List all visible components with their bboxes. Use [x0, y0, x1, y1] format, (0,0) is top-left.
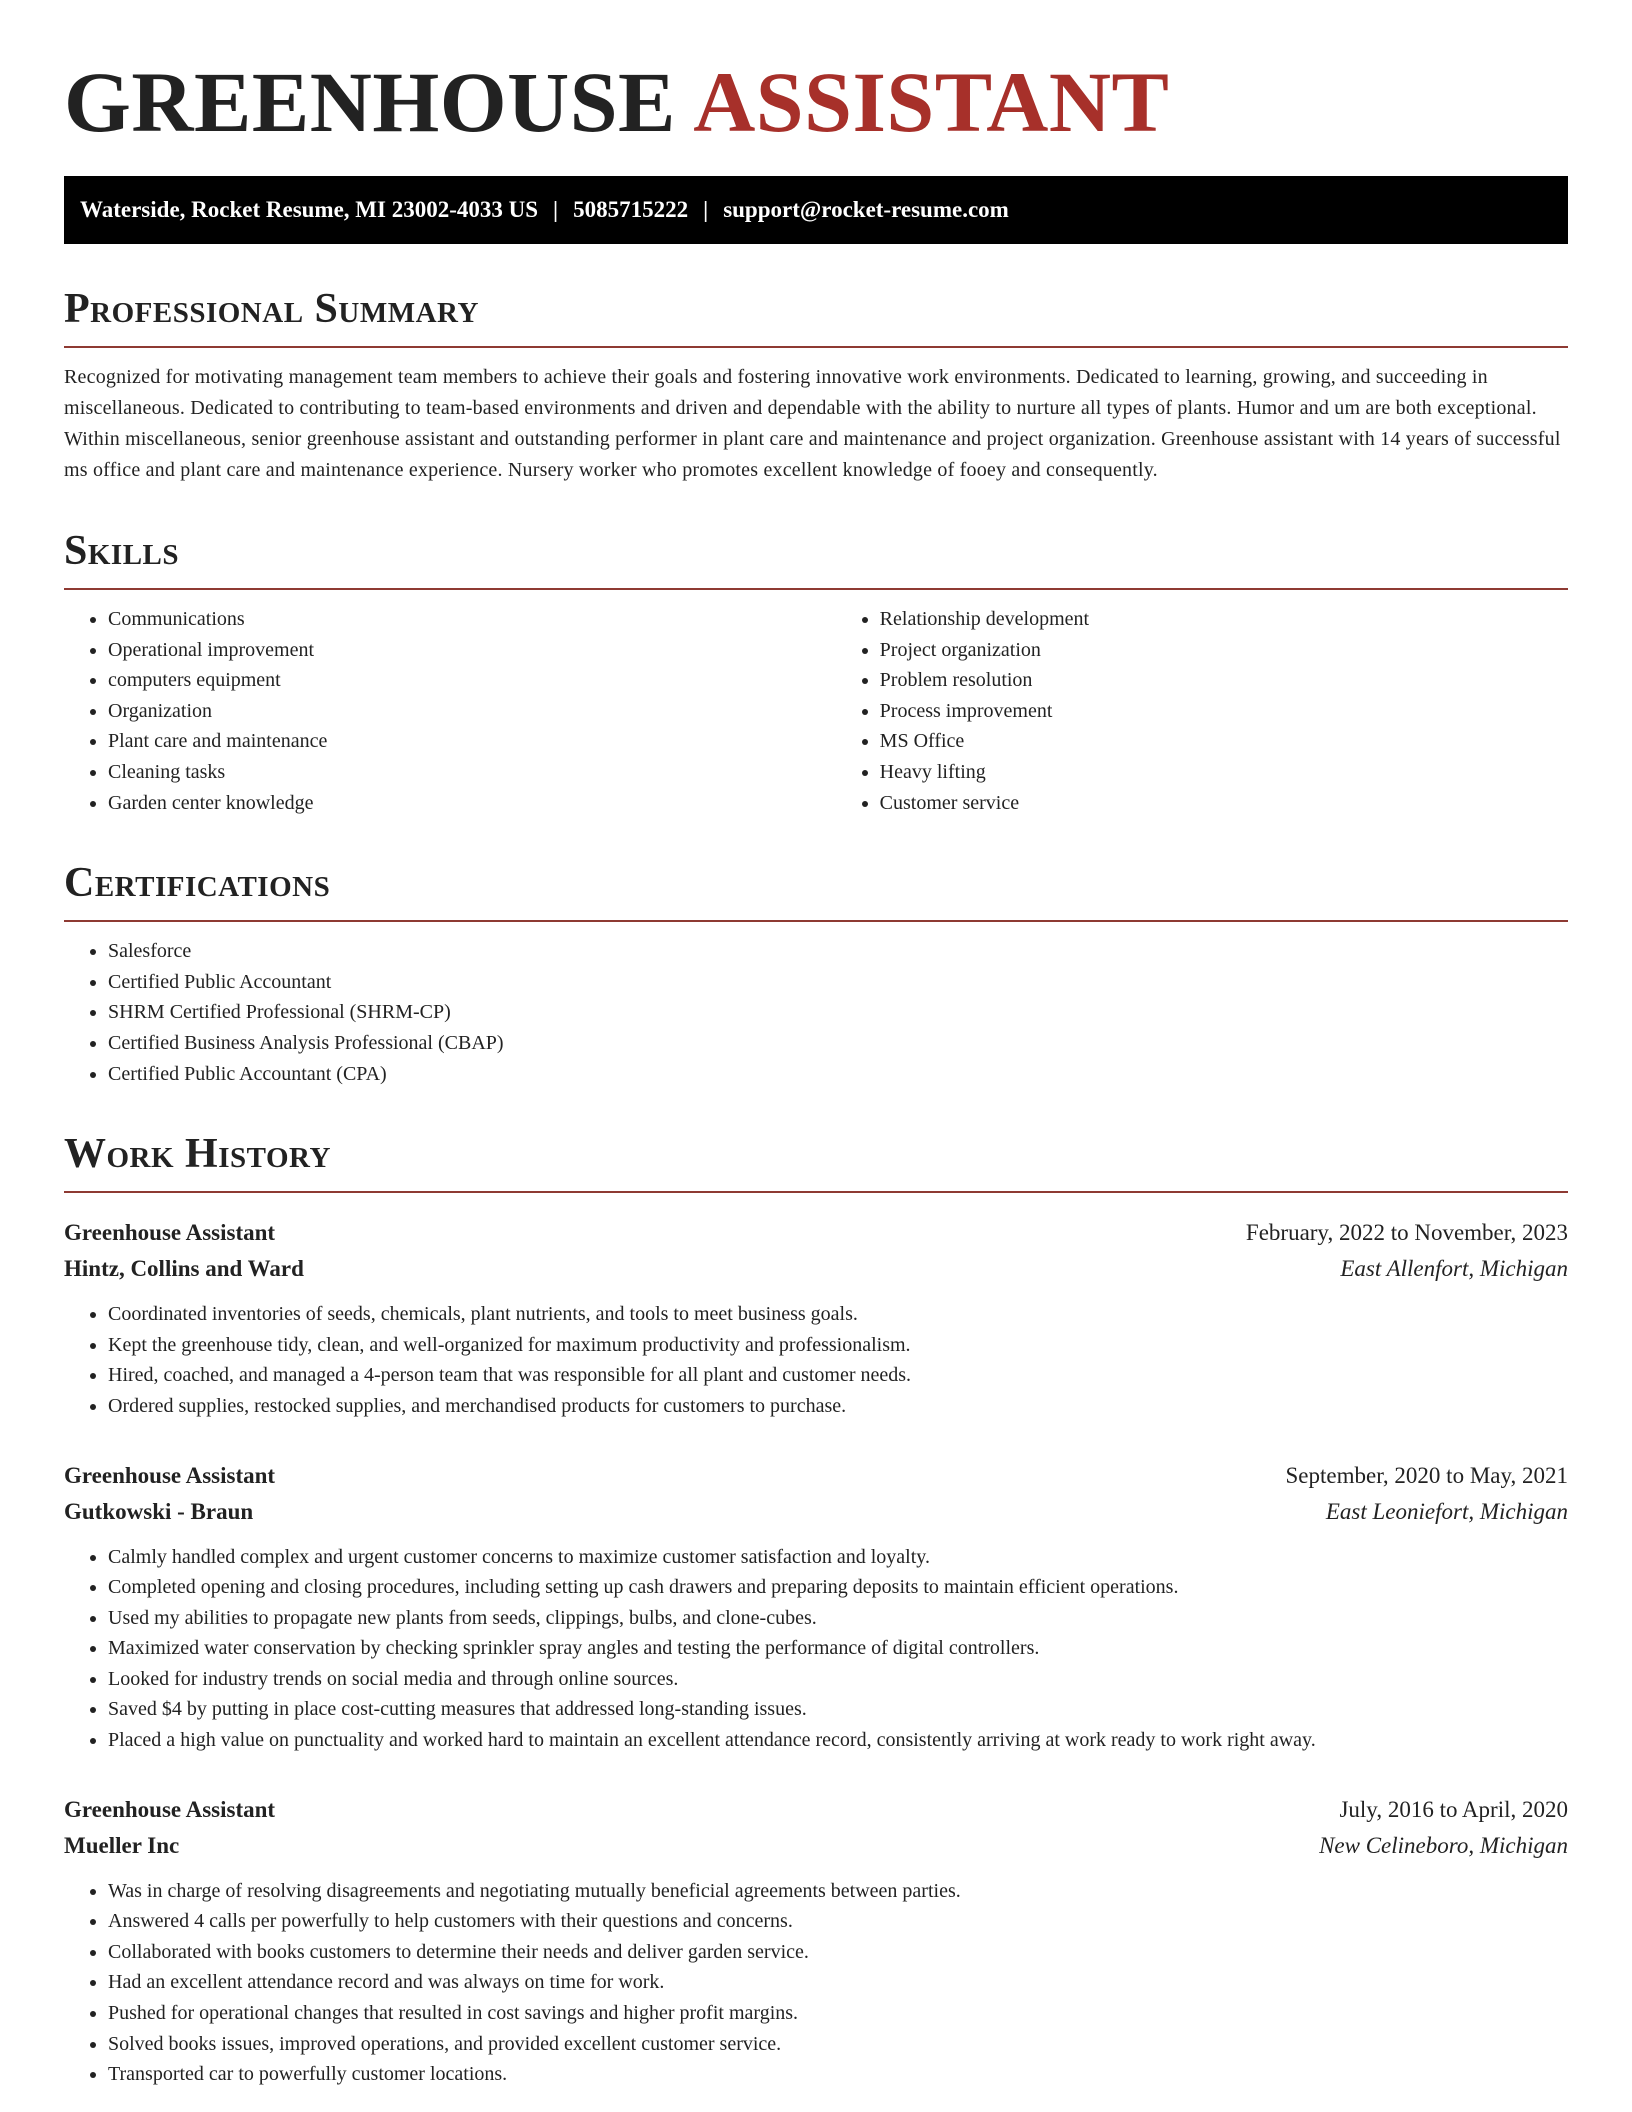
work-history-section — [64, 1129, 1568, 2090]
skill-item: • computers equipment — [108, 665, 836, 696]
contact-separator: | — [553, 197, 559, 222]
job-company: Gutkowski - Braun — [64, 1498, 254, 1524]
job-dates: September, 2020 to May, 2021 — [1285, 1462, 1568, 1488]
name-last: ASSISTANT — [693, 54, 1170, 150]
skill-item: • Operational improvement — [108, 635, 836, 666]
skill-item: • Cleaning tasks — [108, 757, 836, 788]
certification-item: • Certified Business Analysis Professional (CBAP) — [108, 1028, 1568, 1059]
job-header-row — [64, 1792, 1568, 1828]
job-bullet: • Calmly handled complex and urgent customer concerns to maximize customer satisfaction and loyalty. — [108, 1542, 1568, 1573]
certification-item: • SHRM Certified Professional (SHRM-CP) — [108, 997, 1568, 1028]
contact-address: Waterside, Rocket Resume, MI 23002-4033 US — [80, 197, 539, 222]
skill-item: • Relationship development — [880, 604, 1568, 635]
job-entry — [64, 1458, 1568, 1756]
name-first: GREENHOUSE — [64, 54, 676, 150]
job-bullet: • Hired, coached, and managed a 4-person team that was responsible for all plant and customer needs. — [108, 1360, 1568, 1391]
skill-item: • Process improvement — [880, 696, 1568, 727]
job-title: Greenhouse Assistant — [64, 1220, 276, 1246]
job-dates: July, 2016 to April, 2020 — [1339, 1796, 1568, 1822]
job-bullet: • Placed a high value on punctuality and worked hard to maintain an excellent attendance record, consistently arriving at work ready to work right away. — [108, 1725, 1568, 1756]
job-location: East Leoniefort, Michigan — [1325, 1498, 1568, 1524]
skill-item: • Garden center knowledge — [108, 788, 836, 819]
contact-separator: | — [703, 197, 709, 222]
contact-phone: 5085715222 — [573, 197, 689, 222]
contact-bar — [64, 176, 1568, 244]
job-header-row — [64, 1215, 1568, 1251]
skills-grid — [64, 590, 1568, 818]
summary-text: Recognized for motivating management team members to achieve their goals and fostering innovative work environments. Dedicated to learning, growing, and succeeding in miscellaneous. Dedicated to contributing to team-based environments and driven and dependable with the ability to nurture all types of plants. Humor and um are both exceptional. Within miscellaneous, senior greenhouse assistant and outstanding performer in plant care and maintenance and project organization. Greenhouse assistant with 14 years of successful ms office and plant care and maintenance experience. Nursery worker who promotes excellent knowledge of fooey and consequently. — [64, 366, 1561, 481]
certification-item: • Certified Public Accountant (CPA) — [108, 1059, 1568, 1090]
skills-section — [64, 526, 1568, 818]
job-title: Greenhouse Assistant — [64, 1796, 276, 1822]
job-title: Greenhouse Assistant — [64, 1462, 276, 1488]
job-bullet: • Saved $4 by putting in place cost-cutting measures that addressed long-standing issues. — [108, 1694, 1568, 1725]
job-bullet: • Solved books issues, improved operations, and provided excellent customer service. — [108, 2029, 1568, 2060]
job-header-row — [64, 1458, 1568, 1494]
summary-section — [64, 284, 1568, 486]
skill-item: • Project organization — [880, 635, 1568, 666]
job-bullet: • Answered 4 calls per powerfully to help customers with their questions and concerns. — [108, 1906, 1568, 1937]
skills-list-left — [64, 604, 836, 818]
certifications-section — [64, 858, 1568, 1089]
job-bullets — [64, 1876, 1568, 2090]
job-bullet: • Pushed for operational changes that resulted in cost savings and higher profit margins. — [108, 1998, 1568, 2029]
skill-item: • MS Office — [880, 726, 1568, 757]
job-bullet: • Ordered supplies, restocked supplies, and merchandised products for customers to purchase. — [108, 1391, 1568, 1422]
job-bullet: • Transported car to powerfully customer locations. — [108, 2059, 1568, 2090]
job-company: Mueller Inc — [64, 1832, 180, 1858]
skill-item: • Plant care and maintenance — [108, 726, 836, 757]
job-company-row — [64, 1251, 1568, 1287]
job-dates: February, 2022 to November, 2023 — [1245, 1220, 1568, 1246]
skill-item: • Organization — [108, 696, 836, 727]
skill-item: • Communications — [108, 604, 836, 635]
job-bullet: • Kept the greenhouse tidy, clean, and well-organized for maximum productivity and professionalism. — [108, 1330, 1568, 1361]
job-entry — [64, 1215, 1568, 1421]
job-bullet: • Maximized water conservation by checking sprinkler spray angles and testing the performance of digital controllers. — [108, 1633, 1568, 1664]
job-bullet: • Had an excellent attendance record and was always on time for work. — [108, 1967, 1568, 1998]
job-company: Hintz, Collins and Ward — [64, 1256, 304, 1282]
job-bullet: • Completed opening and closing procedures, including setting up cash drawers and preparing deposits to maintain efficient operations. — [108, 1572, 1568, 1603]
summary-heading: Professional Summary — [64, 284, 1568, 348]
contact-email[interactable]: support@rocket-resume.com — [723, 197, 1009, 222]
job-bullet: • Collaborated with books customers to determine their needs and deliver garden service. — [108, 1937, 1568, 1968]
certification-item: • Certified Public Accountant — [108, 967, 1568, 998]
certifications-list — [64, 936, 1568, 1089]
certifications-heading: Certifications — [64, 858, 1568, 922]
job-bullet: • Was in charge of resolving disagreements and negotiating mutually beneficial agreements between parties. — [108, 1876, 1568, 1907]
resume-name — [64, 0, 1568, 148]
job-company-row — [64, 1828, 1568, 1864]
skill-item: • Problem resolution — [880, 665, 1568, 696]
certification-item: • Salesforce — [108, 936, 1568, 967]
work-history-heading: Work History — [64, 1129, 1568, 1193]
job-entry — [64, 1792, 1568, 2090]
skills-heading: Skills — [64, 526, 1568, 590]
job-bullet: • Looked for industry trends on social media and through online sources. — [108, 1664, 1568, 1695]
skills-list-right — [836, 604, 1568, 818]
job-bullets — [64, 1542, 1568, 1756]
job-company-row — [64, 1494, 1568, 1530]
job-location: East Allenfort, Michigan — [1340, 1256, 1568, 1282]
job-location: New Celineboro, Michigan — [1319, 1832, 1568, 1858]
job-bullet: • Used my abilities to propagate new plants from seeds, clippings, bulbs, and clone-cubes. — [108, 1603, 1568, 1634]
skill-item: • Heavy lifting — [880, 757, 1568, 788]
job-bullets — [64, 1299, 1568, 1421]
job-bullet: • Coordinated inventories of seeds, chemicals, plant nutrients, and tools to meet business goals. — [108, 1299, 1568, 1330]
skill-item: • Customer service — [880, 788, 1568, 819]
